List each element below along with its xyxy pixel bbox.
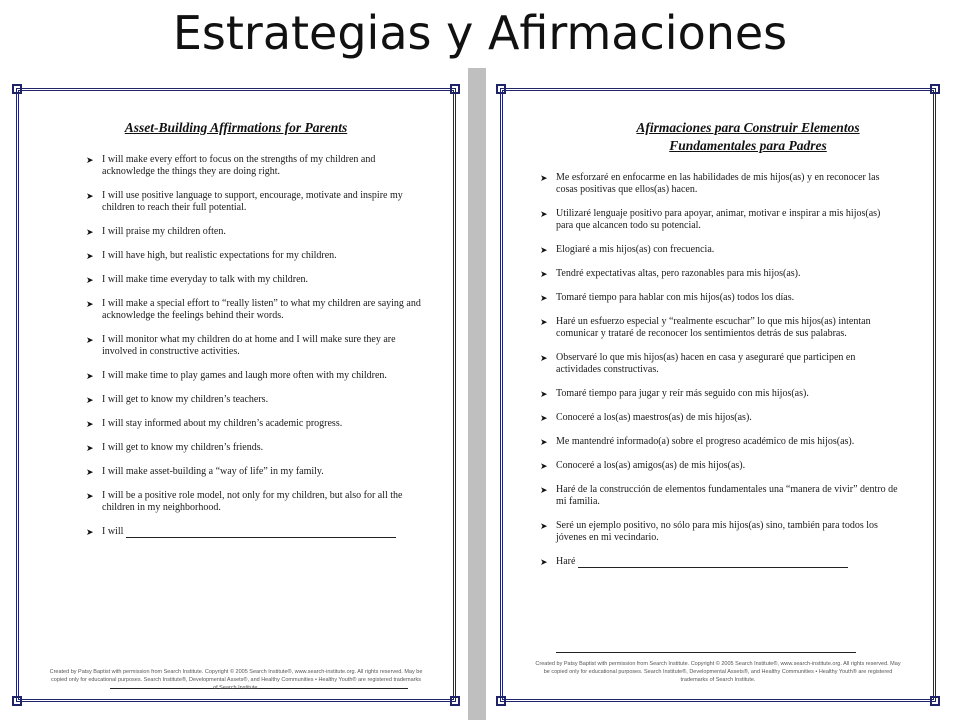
page-gutter	[468, 68, 486, 720]
arrow-bullet-icon: ➤	[540, 557, 548, 567]
arrow-bullet-icon: ➤	[540, 269, 548, 279]
left-document-page	[8, 72, 464, 720]
list-item: ➤ Me esforzaré en enfocarme en las habilidades de mis hijos(as) y en reconocer las cosas positivas que ellos(as) hacen.	[540, 172, 880, 195]
arrow-bullet-icon: ➤	[86, 275, 94, 285]
arrow-bullet-icon: ➤	[540, 173, 548, 183]
list-item: ➤ Haré un esfuerzo especial y “realmente escuchar” lo que mis hijos(as) intentan comunicar y trataré de reconocer los sentimientos detrás de sus palabras.	[540, 316, 871, 339]
list-item: ➤ I will make asset-building a “way of life” in my family.	[86, 466, 324, 477]
arrow-bullet-icon: ➤	[540, 461, 548, 471]
arrow-bullet-icon: ➤	[86, 395, 94, 405]
arrow-bullet-icon: ➤	[540, 293, 548, 303]
list-item: ➤ Utilizaré lenguaje positivo para apoyar, animar, motivar e inspirar a mis hijos(as) para que alcancen todo su potencial.	[540, 208, 881, 231]
list-item: ➤ Seré un ejemplo positivo, no sólo para mis hijos(as) sino, también para todos los jóvenes en mi vecindario.	[540, 520, 878, 543]
arrow-bullet-icon: ➤	[86, 371, 94, 381]
arrow-bullet-icon: ➤	[86, 191, 94, 201]
list-item: ➤ Tendré expectativas altas, pero razonables para mis hijos(as).	[540, 268, 801, 279]
list-item: ➤ Tomaré tiempo para hablar con mis hijos(as) todos los días.	[540, 292, 795, 303]
right-page-title-line2: Fundamentales para Padres	[669, 138, 827, 153]
list-item: ➤ I will be a positive role model, not only for my children, but also for all the children in my neighborhood.	[86, 490, 403, 513]
list-item: ➤ Elogiaré a mis hijos(as) con frecuencia.	[540, 244, 715, 255]
list-item: ➤ Haré de la construcción de elementos fundamentales una “manera de vivir” dentro de mi familia.	[540, 484, 898, 507]
fill-in-line	[126, 537, 396, 538]
list-item: ➤ Me mantendré informado(a) sobre el progreso académico de mis hijos(as).	[540, 436, 855, 447]
list-item: ➤ Conoceré a los(as) maestros(as) de mis hijos(as).	[540, 412, 752, 423]
border-corner	[930, 84, 940, 94]
border-corner	[12, 696, 22, 706]
list-item: ➤ I will get to know my children’s friends.	[86, 442, 264, 453]
blank-affirmation-item: ➤ Haré	[540, 556, 900, 568]
right-document-page	[492, 72, 944, 720]
arrow-bullet-icon: ➤	[540, 521, 548, 531]
left-affirmation-list	[86, 154, 424, 550]
arrow-bullet-icon: ➤	[86, 491, 94, 501]
arrow-bullet-icon: ➤	[86, 527, 94, 537]
list-item: ➤ I will stay informed about my children’s academic progress.	[86, 418, 343, 429]
arrow-bullet-icon: ➤	[540, 353, 548, 363]
arrow-bullet-icon: ➤	[86, 335, 94, 345]
arrow-bullet-icon: ➤	[86, 155, 94, 165]
border-corner	[496, 84, 506, 94]
arrow-bullet-icon: ➤	[540, 245, 548, 255]
copyright-credit: Created by Patsy Baptist with permission from Search Institute. Copyright © 2005 Search Institute®, www.search-institute.org. All rights reserved. May be copied only for educational purposes. Search Institute®, Developmental Assets®, and Healthy Communities • Healthy Youth® are registered trademarks of Search Institute.	[49, 669, 423, 691]
list-item: ➤ I will make time everyday to talk with my children.	[86, 274, 309, 285]
list-item: ➤ I will use positive language to support, encourage, motivate and inspire my children to reach their full potential.	[86, 190, 403, 213]
right-page-title-line1: Afirmaciones para Construir Elementos	[636, 120, 860, 135]
list-item: ➤ I will get to know my children’s teachers.	[86, 394, 269, 405]
border-corner	[450, 696, 460, 706]
copyright-credit: Created by Patsy Baptist with permission from Search Institute. Copyright © 2005 Search Institute®, www.search-institute.org. All rights reserved. May be copied only for educational purposes. Search Institute®, Developmental Assets®, and Healthy Communities • Healthy Youth® are registered trademarks of Search Institute.	[535, 661, 901, 683]
list-item: ➤ Observaré lo que mis hijos(as) hacen en casa y aseguraré que participen en actividades constructivas.	[540, 352, 856, 375]
border-corner	[12, 84, 22, 94]
arrow-bullet-icon: ➤	[86, 227, 94, 237]
arrow-bullet-icon: ➤	[86, 299, 94, 309]
slide-title: Estrategias y Afirmaciones	[172, 6, 788, 60]
arrow-bullet-icon: ➤	[86, 467, 94, 477]
border-corner	[930, 696, 940, 706]
arrow-bullet-icon: ➤	[86, 443, 94, 453]
arrow-bullet-icon: ➤	[540, 317, 548, 327]
left-page-title: Asset-Building Affirmations for Parents	[124, 120, 348, 135]
list-item: ➤ I will make every effort to focus on the strengths of my children and acknowledge the things they are doing right.	[86, 154, 376, 177]
blank-affirmation-item: ➤ I will	[86, 526, 424, 538]
fill-in-line	[556, 652, 856, 653]
arrow-bullet-icon: ➤	[86, 419, 94, 429]
arrow-bullet-icon: ➤	[540, 209, 548, 219]
border-corner	[450, 84, 460, 94]
fill-in-line	[578, 567, 848, 568]
list-item: ➤ Conoceré a los(as) amigos(as) de mis hijos(as).	[540, 460, 746, 471]
arrow-bullet-icon: ➤	[540, 413, 548, 423]
list-item: ➤ I will have high, but realistic expectations for my children.	[86, 250, 337, 261]
arrow-bullet-icon: ➤	[540, 389, 548, 399]
list-item: ➤ I will make time to play games and laugh more often with my children.	[86, 370, 387, 381]
arrow-bullet-icon: ➤	[86, 251, 94, 261]
list-item: ➤ I will praise my children often.	[86, 226, 226, 237]
list-item: ➤ Tomaré tiempo para jugar y reír más seguido con mis hijos(as).	[540, 388, 809, 399]
arrow-bullet-icon: ➤	[540, 437, 548, 447]
list-item: ➤ I will make a special effort to “really listen” to what my children are saying and acknowledge the feelings behind their words.	[86, 298, 421, 321]
right-affirmation-list	[540, 172, 900, 580]
list-item: ➤ I will monitor what my children do at home and I will make sure they are involved in constructive activities.	[86, 334, 396, 357]
arrow-bullet-icon: ➤	[540, 485, 548, 495]
border-corner	[496, 696, 506, 706]
